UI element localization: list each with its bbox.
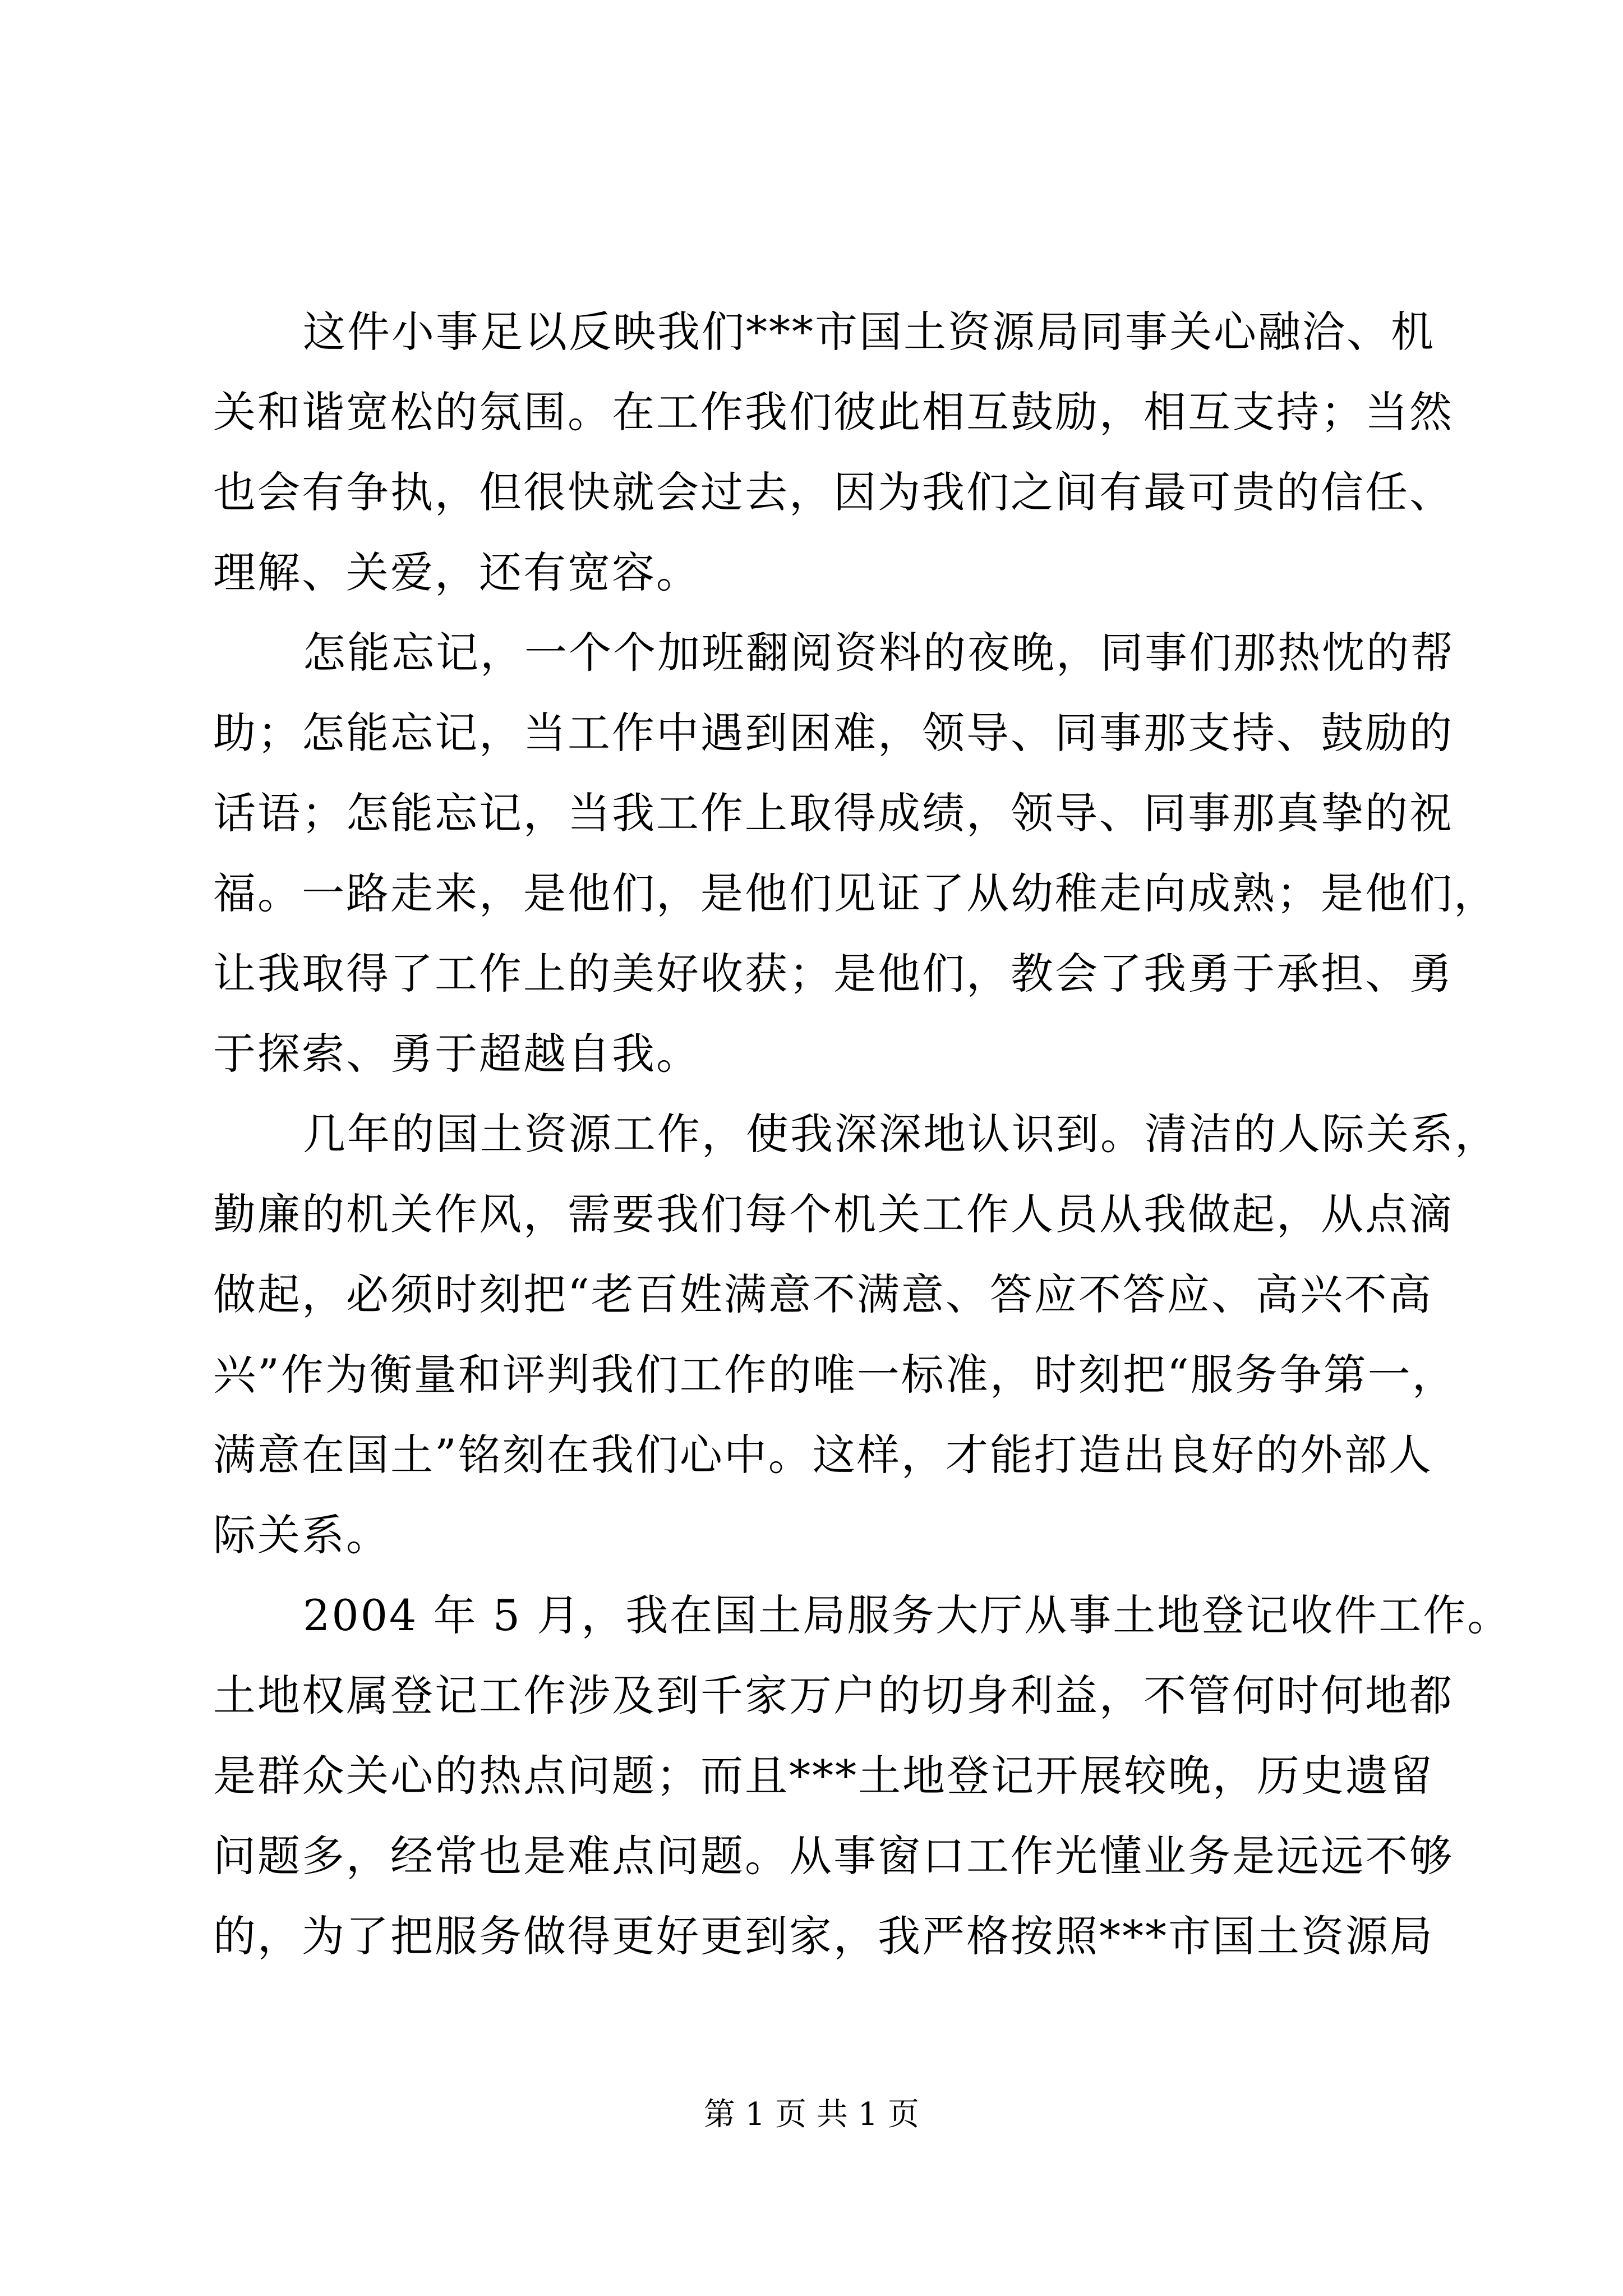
text-line: 的，为了把服务做得更好更到家，我严格按照***市国土资源局 [213, 1911, 1434, 1961]
text-line: 福。一路走来，是他们，是他们见证了从幼稚走向成熟；是他们， [213, 868, 1498, 918]
text-line: 几年的国土资源工作，使我深深地认识到。清洁的人际关系， [303, 1109, 1499, 1159]
text-line: 2004 年 5 月，我在国土局服务大厅从事土地登记收件工作。 [303, 1590, 1512, 1640]
text-line: 话语；怎能忘记，当我工作上取得成绩，领导、同事那真挚的祝 [213, 788, 1454, 838]
text-line: 助；怎能忘记，当工作中遇到困难，领导、同事那支持、鼓励的 [213, 708, 1454, 758]
text-line: 勤廉的机关作风，需要我们每个机关工作人员从我做起，从点滴 [213, 1189, 1454, 1239]
text-line: 问题多，经常也是难点问题。从事窗口工作光懂业务是远远不够 [213, 1831, 1454, 1881]
text-line: 这件小事足以反映我们***市国土资源局同事关心融洽、机 [303, 307, 1435, 357]
document-body [213, 292, 1512, 1976]
text-line: 兴”作为衡量和评判我们工作的唯一标准，时刻把“服务争第一， [213, 1350, 1456, 1400]
paragraph [213, 292, 1454, 613]
text-line: 际关系。 [213, 1510, 390, 1560]
paragraph [213, 613, 1498, 1094]
text-line: 让我取得了工作上的美好收获；是他们，教会了我勇于承担、勇 [213, 949, 1454, 999]
text-line: 也会有争执，但很快就会过去，因为我们之间有最可贵的信任、 [213, 467, 1454, 517]
text-line: 做起，必须时刻把“老百姓满意不满意、答应不答应、高兴不高 [213, 1269, 1433, 1319]
text-line: 满意在国土”铭刻在我们心中。这样，才能打造出良好的外部人 [213, 1430, 1433, 1480]
text-line: 理解、关爱，还有宽容。 [213, 547, 700, 597]
page-footer: 第 1 页 共 1 页 [703, 2096, 920, 2133]
text-line: 怎能忘记，一个个加班翻阅资料的夜晚，同事们那热忱的帮 [303, 628, 1455, 678]
paragraph [213, 1575, 1512, 1976]
text-line: 于探索、勇于超越自我。 [213, 1029, 700, 1079]
paragraph [213, 1094, 1499, 1575]
text-line: 土地权属登记工作涉及到千家万户的切身利益，不管何时何地都 [213, 1671, 1454, 1720]
text-line: 是群众关心的热点问题；而且***土地登记开展较晚，历史遗留 [213, 1751, 1434, 1801]
text-line: 关和谐宽松的氛围。在工作我们彼此相互鼓励，相互支持；当然 [213, 387, 1454, 437]
